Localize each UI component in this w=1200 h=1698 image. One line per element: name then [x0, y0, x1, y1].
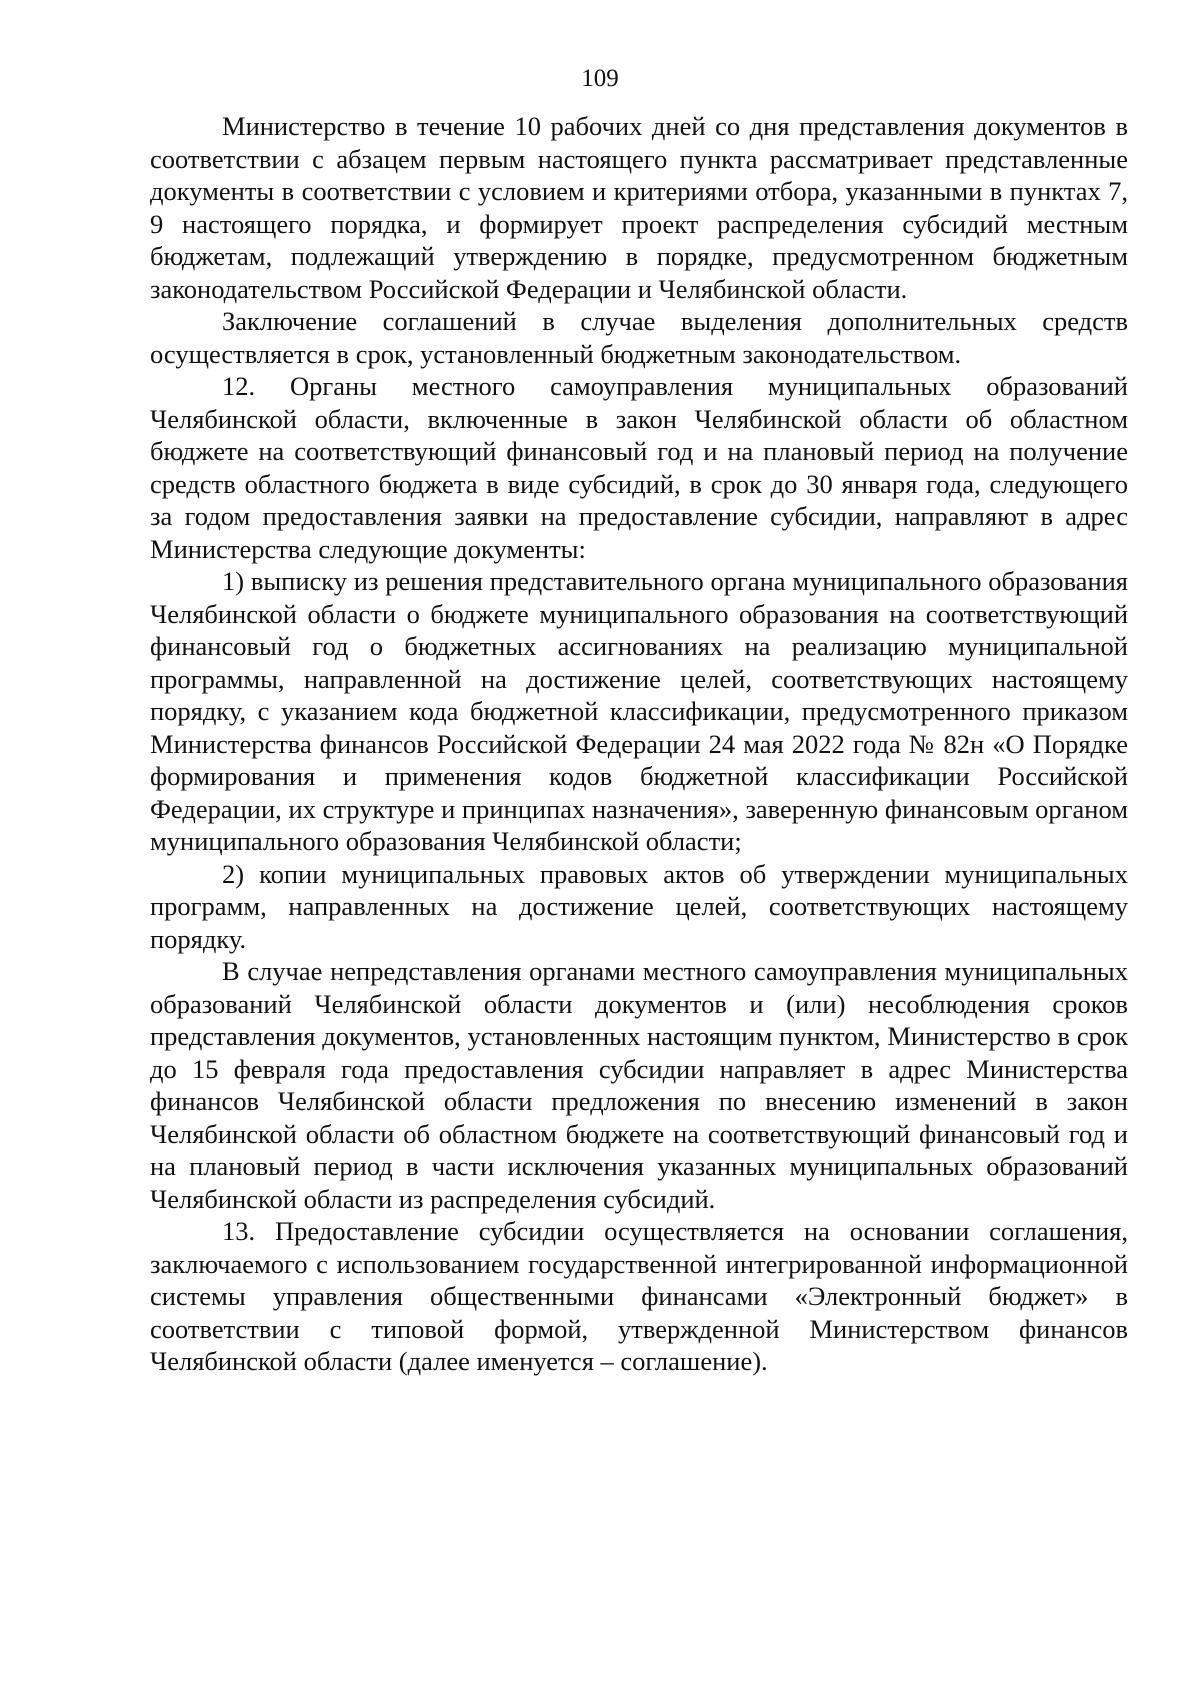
paragraph-additional-funds: Заключение соглашений в случае выделения дополнительных средств осуществляется в срок, установленный бюджетным законодательством. — [150, 306, 1128, 369]
paragraph-item-13: 13. Предоставление субсидии осуществляется на основании соглашения, заключаемого с использованием государственной интегрированной информационной системы управления общественными финансами «Электронный бюджет» в соответствии с типовой формой, утвержденной Министерством финансов Челябинской области (далее именуется – соглашение). — [150, 1216, 1128, 1376]
document-body — [150, 110, 1128, 1378]
paragraph-item-12: 12. Органы местного самоуправления муниципальных образований Челябинской области, включенные в закон Челябинской области об областном бюджете на соответствующий финансовый год и на плановый период на получение средств областного бюджета в виде субсидий, в срок до 30 января года, следующего за годом предоставления заявки на предоставление субсидии, направляют в адрес Министерства следующие документы: — [150, 371, 1128, 564]
page-number: 109 — [581, 65, 619, 92]
paragraph-subitem-1: 1) выписку из решения представительного органа муниципального образования Челябинской области о бюджете муниципального образования на соответствующий финансовый год о бюджетных ассигнованиях на реализацию муниципальной программы, направленной на достижение целей, соответствующих настоящему порядку, с указанием кода бюджетной классификации, предусмотренного приказом Министерства финансов Российской Федерации 24 мая 2022 года № 82н «О Порядке формирования и применения кодов бюджетной классификации Российской Федерации, их структуре и принципах назначения», заверенную финансовым органом муниципального образования Челябинской области; — [150, 566, 1128, 856]
paragraph-non-submission: В случае непредставления органами местного самоуправления муниципальных образований Челябинской области документов и (или) несоблюдения сроков представления документов, установленных настоящим пунктом, Министерство в срок до 15 февраля года предоставления субсидии направляет в адрес Министерства финансов Челябинской области предложения по внесению изменений в закон Челябинской области об областном бюджете на соответствующий финансовый год и на плановый период в части исключения указанных муниципальных образований Челябинской области из распределения субсидий. — [150, 956, 1128, 1214]
paragraph-ministry-review: Министерство в течение 10 рабочих дней со дня представления документов в соответствии с абзацем первым настоящего пункта рассматривает представленные документы в соответствии с условием и критериями отбора, указанными в пунктах 7, 9 настоящего порядка, и формирует проект распределения субсидий местным бюджетам, подлежащий утверждению в порядке, предусмотренном бюджетным законодательством Российской Федерации и Челябинской области. — [150, 111, 1128, 304]
paragraph-subitem-2: 2) копии муниципальных правовых актов об утверждении муниципальных программ, направленных на достижение целей, соответствующих настоящему порядку. — [150, 858, 1128, 954]
